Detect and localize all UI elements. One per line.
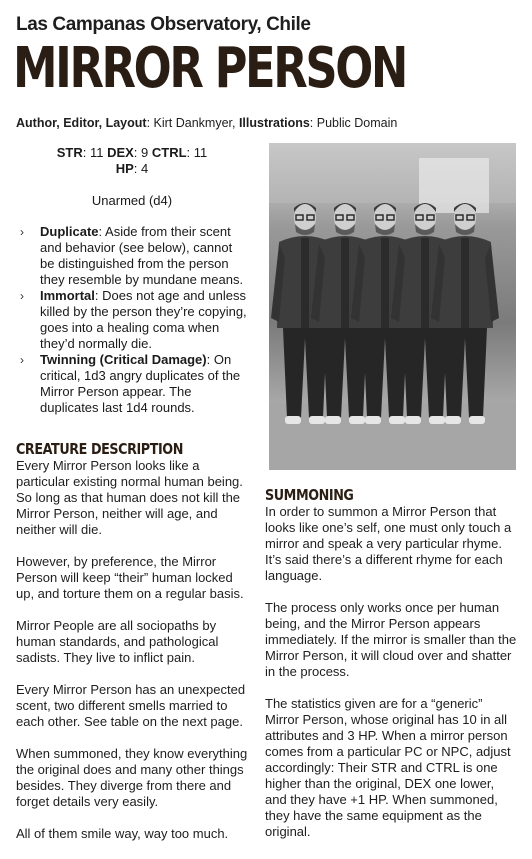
author-value: : Kirt Dankmyer, xyxy=(146,116,239,130)
summoning-paragraph: The process only works once per human being, and the Mirror Person appears immediately. If the mirror is smaller than the Mirror Person, it will cloud over and shatter in the process. xyxy=(265,600,517,679)
mirror-people-photo xyxy=(269,143,516,470)
trait-text: : Aside from their scent and behavior (see below), cannot be distinguished from the person they resemble by mundane means. xyxy=(40,224,244,287)
dex-label: DEX xyxy=(107,145,134,160)
trait-text: : Does not age and unless killed by the person they’re copying, goes into a healing coma when they’d normally die. xyxy=(40,288,247,351)
dex-value: : 9 xyxy=(133,145,152,160)
creature-description-text xyxy=(16,458,254,858)
trait-name: Duplicate xyxy=(40,224,99,239)
summoning-text xyxy=(265,504,518,856)
credits-line xyxy=(16,116,397,130)
trait-item xyxy=(18,224,250,288)
location-subtitle: Las Campanas Observatory, Chile xyxy=(16,14,311,35)
bullet-icon: › xyxy=(20,289,24,303)
summoning-heading: SUMMONING xyxy=(265,486,354,504)
duplicated-men-illustration xyxy=(269,143,516,470)
illustrations-value: : Public Domain xyxy=(309,116,398,130)
attack-line: Unarmed (d4) xyxy=(91,193,173,208)
description-paragraph: Every Mirror Person looks like a particular existing normal human being. So long as that human does not kill the Mirror Person, neither will age, and neither will die. xyxy=(16,458,243,537)
ctrl-value: : 11 xyxy=(186,145,208,160)
summoning-paragraph: In order to summon a Mirror Person that looks like one’s self, one must only touch a mirror and speak a very particular rhyme. It’s said there’s a different rhyme for each language. xyxy=(265,504,512,583)
hp-label: HP xyxy=(115,161,134,176)
description-paragraph: Mirror People are all sociopaths by human standards, and pathological sadists. They live to inflict pain. xyxy=(16,618,219,665)
hp-value: : 4 xyxy=(133,161,149,176)
trait-name: Immortal xyxy=(40,288,95,303)
author-label: Author, Editor, Layout xyxy=(16,116,147,130)
bullet-icon: › xyxy=(20,353,24,367)
description-paragraph: When summoned, they know everything the original does and many other things besides. They diverge from there and forget details very easily. xyxy=(16,746,248,809)
summoning-paragraph: The statistics given are for a “generic” Mirror Person, whose original has 10 in all attributes and 3 HP. When a mirror person comes from a particular PC or NPC, adjust accordingly: Their STR and CTRL is one higher than the original, DEX one lower, and they have +1 HP. When summoned, they have the same equipment as the original. xyxy=(265,696,511,839)
description-paragraph: However, by preference, the Mirror Person will keep “their” human locked up, and torture them on a regular basis. xyxy=(16,554,244,601)
trait-list xyxy=(18,224,250,416)
description-paragraph: Every Mirror Person has an unexpected scent, two different smells married to each other. See table on the next page. xyxy=(16,682,246,729)
trait-name: Twinning (Critical Damage) xyxy=(40,352,207,367)
creature-description-heading: CREATURE DESCRIPTION xyxy=(16,440,183,458)
illustrations-label: Illustrations xyxy=(238,116,310,130)
trait-text: : On critical, 1d3 angry duplicates of the Mirror Person appear. The duplicates last 1d4 rounds. xyxy=(40,352,241,415)
bullet-icon: › xyxy=(20,225,24,239)
description-paragraph: All of them smile way, way too much. xyxy=(16,826,229,841)
stat-block xyxy=(16,145,248,177)
trait-item xyxy=(18,288,250,352)
str-label: STR xyxy=(56,145,83,160)
trait-item xyxy=(18,352,250,416)
ctrl-label: CTRL xyxy=(151,145,187,160)
str-value: : 11 xyxy=(82,145,108,160)
page-title: MIRROR PERSON xyxy=(13,36,406,101)
